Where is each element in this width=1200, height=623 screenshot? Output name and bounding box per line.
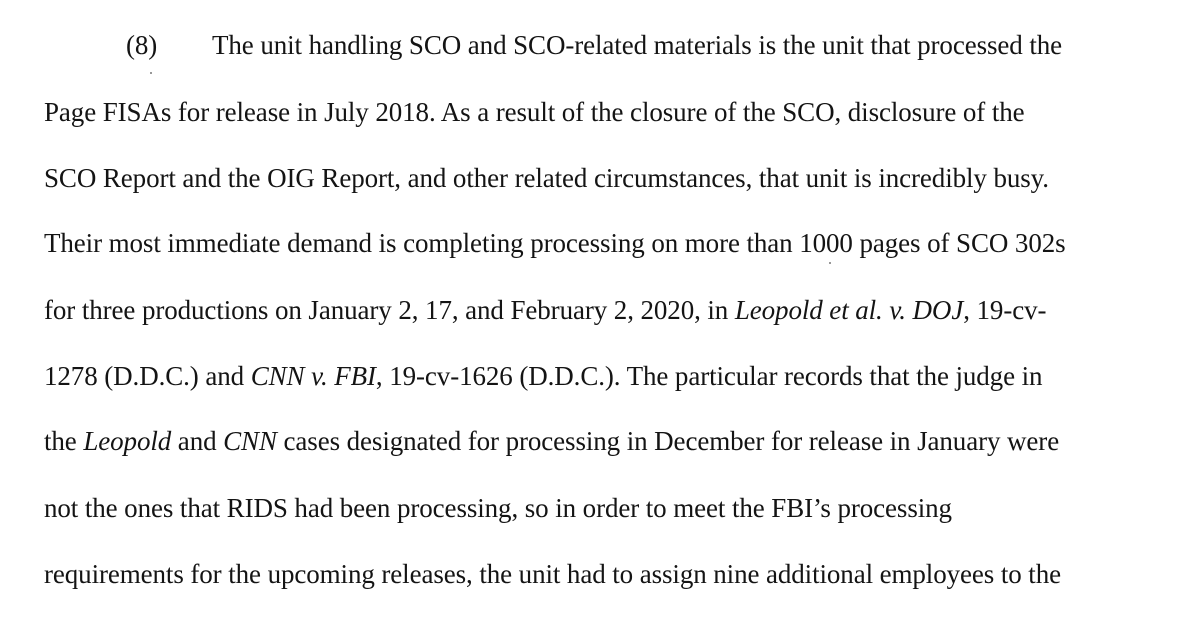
scan-speck [829, 262, 831, 264]
line-7-text-c: cases designated for processing in December for release in January were [276, 426, 1060, 456]
text-line-8 [44, 492, 952, 524]
line-1-text: The unit handling SCO and SCO-related materials is the unit that processed the [212, 30, 1063, 60]
line-2-text: Page FISAs for release in July 2018. As a result of the closure of the SCO, disclosure of the [44, 97, 1025, 127]
line-6-text-b: , 19-cv-1626 (D.D.C.). The particular records that the judge in [375, 361, 1043, 391]
case-name-leopold: Leopold [83, 426, 172, 456]
text-line-9 [44, 558, 1061, 590]
case-citation-cnn: CNN v. FBI [250, 361, 376, 391]
text-line-6 [44, 360, 1042, 392]
line-7-text-a: the [44, 426, 84, 456]
text-line-1 [44, 29, 1062, 61]
paragraph-number: (8) [126, 30, 158, 60]
line-7-text-b: and [171, 426, 224, 456]
line-8-text: not the ones that RIDS had been processing, so in order to meet the FBI’s processing [44, 493, 952, 523]
scan-speck [150, 72, 152, 74]
case-citation-leopold: Leopold et al. v. DOJ [734, 295, 964, 325]
line-9-text: requirements for the upcoming releases, the unit had to assign nine additional employees to the [44, 559, 1061, 589]
case-name-cnn: CNN [223, 426, 277, 456]
text-line-2 [44, 96, 1025, 128]
line-4-text: Their most immediate demand is completing processing on more than 1000 pages of SCO 302s [44, 228, 1066, 258]
text-line-5 [44, 294, 1046, 326]
line-5-text-b: , 19-cv- [963, 295, 1047, 325]
text-line-4 [44, 227, 1066, 259]
text-line-7 [44, 425, 1059, 457]
line-6-text-a: 1278 (D.D.C.) and [44, 361, 251, 391]
line-5-text-a: for three productions on January 2, 17, and February 2, 2020, in [44, 295, 735, 325]
line-3-text: SCO Report and the OIG Report, and other related circumstances, that unit is incredibly busy. [44, 163, 1049, 193]
text-line-3 [44, 162, 1049, 194]
